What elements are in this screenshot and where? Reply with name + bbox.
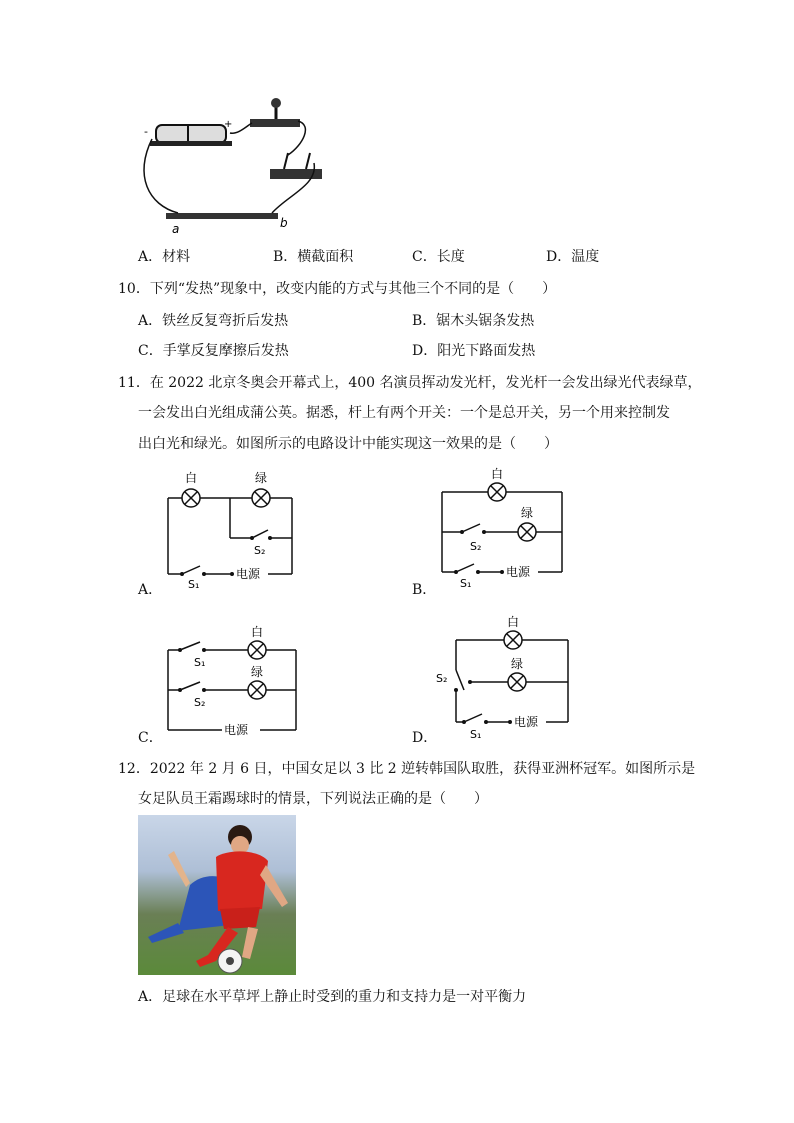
circuit-c-s1-label: S₁: [194, 656, 206, 669]
q12-stem-line1: 12．2022 年 2 月 6 日，中国女足以 3 比 2 逆转韩国队取胜，获得亚洲杯冠军。如图所示是: [118, 761, 696, 777]
q12-stem-line2: 女足队员王霜踢球时的情景，下列说法正确的是（ ）: [138, 791, 488, 807]
q10-option-d: D．阳光下路面发热: [412, 343, 536, 359]
q10-option-c: C．手掌反复摩擦后发热: [138, 343, 289, 359]
circuit-d-white-label: 白: [507, 615, 520, 629]
q9-option-d: D．温度: [546, 249, 600, 265]
q9-label-b: b: [280, 216, 288, 230]
circuit-a: [160, 466, 300, 590]
circuit-b-s1-label: S₁: [460, 577, 472, 590]
circuit-a-power-label: 电源: [236, 567, 261, 581]
q11-stem-line3: 出白光和绿光。如图所示的电路设计中能实现这一效果的是（ ）: [138, 436, 558, 452]
q9-label-a: a: [172, 222, 180, 235]
q11-option-d: D．: [412, 730, 438, 746]
soccer-photo: [138, 815, 296, 975]
circuit-d-s2-label: S₂: [436, 672, 448, 685]
q11-stem-line2: 一会发出白光组成蒲公英。据悉，杆上有两个开关：一个是总开关，另一个用来控制发: [138, 405, 670, 421]
circuit-c: [160, 618, 300, 742]
q11-option-b: B．: [412, 582, 437, 598]
circuit-d: [434, 612, 574, 742]
q9-option-c: C．长度: [412, 249, 465, 265]
circuit-b-white-label: 白: [491, 467, 504, 481]
svg-text:+: +: [224, 119, 233, 130]
svg-text:-: -: [144, 125, 148, 138]
circuit-c-white-label: 白: [251, 625, 264, 639]
q9-option-a: A．材料: [138, 249, 191, 265]
q10-stem: 10．下列“发热”现象中，改变内能的方式与其他三个不同的是（ ）: [118, 281, 557, 297]
q10-option-b: B．锯木头锯条发热: [412, 313, 535, 329]
circuit-a-green-label: 绿: [255, 471, 268, 485]
circuit-b-s2-label: S₂: [470, 540, 482, 553]
circuit-a-white-label: 白: [185, 471, 198, 485]
circuit-a-s1-label: S₁: [188, 578, 200, 590]
circuit-a-s2-label: S₂: [254, 544, 266, 557]
q9-circuit-figure: [138, 95, 338, 235]
circuit-b-green-label: 绿: [521, 506, 534, 520]
q10-option-a: A．铁丝反复弯折后发热: [138, 313, 289, 329]
circuit-d-power-label: 电源: [514, 715, 539, 729]
circuit-c-s2-label: S₂: [194, 696, 206, 709]
circuit-d-s1-label: S₁: [470, 728, 482, 741]
circuit-c-green-label: 绿: [251, 665, 264, 679]
circuit-c-power-label: 电源: [224, 723, 249, 737]
circuit-d-green-label: 绿: [511, 657, 524, 671]
q11-stem-line1: 11．在 2022 北京冬奥会开幕式上，400 名演员挥动发光杆，发光杆一会发出绿光代表绿草，: [118, 375, 702, 391]
circuit-b: [432, 462, 572, 592]
circuit-b-power-label: 电源: [506, 565, 531, 579]
q11-option-a: A．: [138, 582, 163, 598]
q11-option-c: C．: [138, 730, 163, 746]
q12-option-a: A．足球在水平草坪上静止时受到的重力和支持力是一对平衡力: [138, 989, 527, 1005]
q9-option-b: B．横截面积: [273, 249, 354, 265]
